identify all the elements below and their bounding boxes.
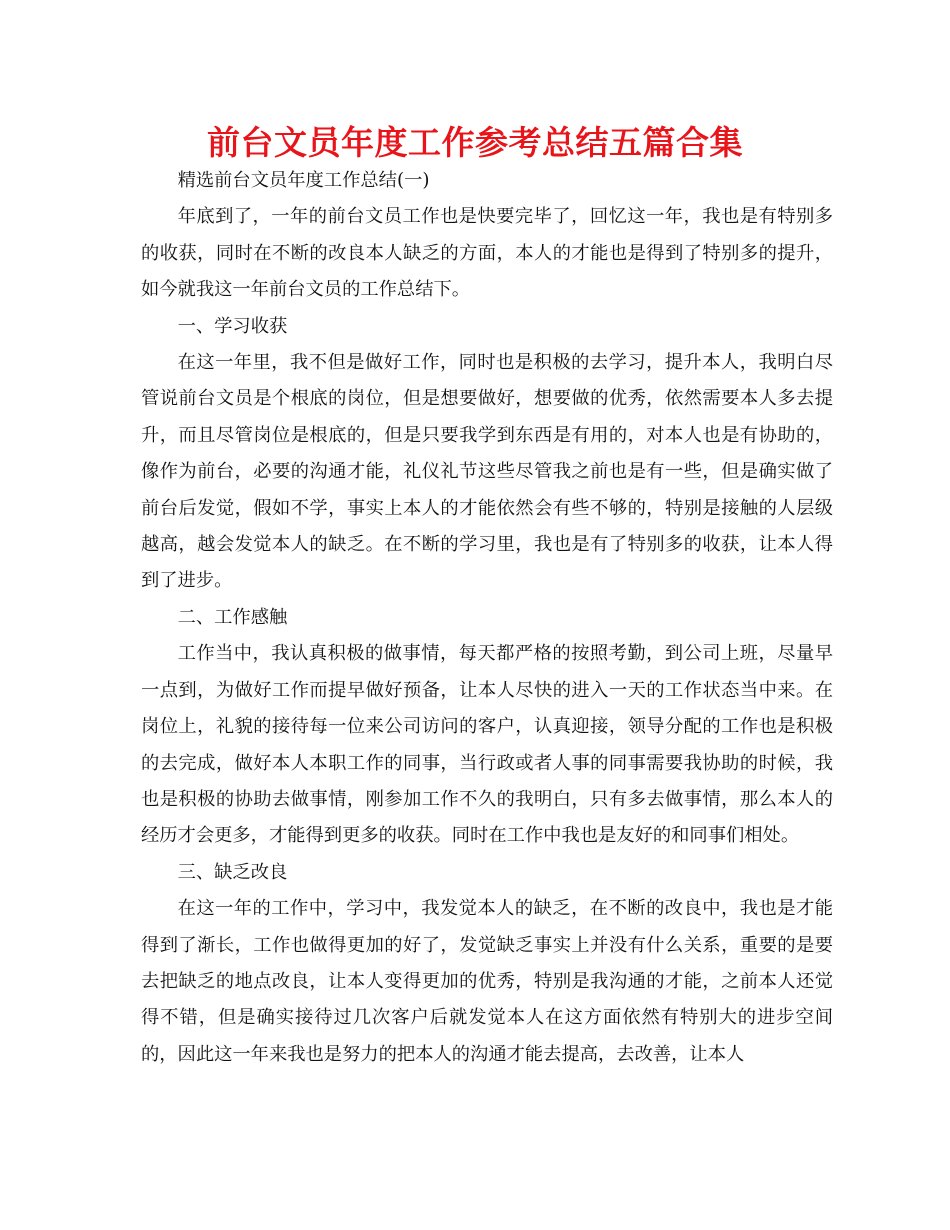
paragraph-work: 工作当中，我认真积极的做事情，每天都严格的按照考勤，到公司上班，尽量早一点到，为做好工作而提早做好预备，让本人尽快的进入一天的工作状态当中来。在岗位上，礼貌的接待每一位来公司访问的客户，认真迎接，领导分配的工作也是积极的去完成，做好本人本职工作的同事，当行政或者人事的同事需要我协助的时候，我也是积极的协助去做事情，刚参加工作不久的我明白，只有多去做事情，那么本人的经历才会更多，才能得到更多的收获。同时在工作中我也是友好的和同事们相处。 <box>141 643 833 847</box>
section-subtitle: 精选前台文员年度工作总结(一) <box>177 170 430 191</box>
section-heading-learning: 一、学习收获 <box>177 315 288 337</box>
section-heading-work: 二、工作感触 <box>177 606 288 628</box>
paragraph-improvement: 在这一年的工作中，学习中，我发觉本人的缺乏，在不断的改良中，我也是才能得到了渐长，工作也做得更加的好了，发觉缺乏事实上并没有什么关系，重要的是要去把缺乏的地点改良，让本人变得更加的优秀，特别是我沟通的才能，之前本人还觉得不错，但是确实接待过几次客户后就发觉本人在这方面依然有特别大的进步空间的，因此这一年来我也是努力的把本人的沟通才能去提高，去改善，让本人 <box>141 898 833 1065</box>
paragraph-learning: 在这一年里，我不但是做好工作，同时也是积极的去学习，提升本人，我明白尽管说前台文员是个根底的岗位，但是想要做好，想要做的优秀，依然需要本人多去提升，而且尽管岗位是根底的，但是只要我学到东西是有用的，对本人也是有协助的，像作为前台，必要的沟通才能，礼仪礼节这些尽管我之前也是有一些，但是确实做了前台后发觉，假如不学，事实上本人的才能依然会有些不够的，特别是接触的人层级越高，越会发觉本人的缺乏。在不断的学习里，我也是有了特别多的收获，让本人得到了进步。 <box>141 352 833 592</box>
document-body <box>141 163 833 1073</box>
paragraph-intro: 年底到了，一年的前台文员工作也是快要完毕了，回忆这一年，我也是有特别多的收获，同时在不断的改良本人缺乏的方面，本人的才能也是得到了特别多的提升，如今就我这一年前台文员的工作总结下。 <box>141 206 833 301</box>
document-title: 前台文员年度工作参考总结五篇合集 <box>207 123 743 162</box>
section-heading-improvement: 三、缺乏改良 <box>177 861 288 883</box>
